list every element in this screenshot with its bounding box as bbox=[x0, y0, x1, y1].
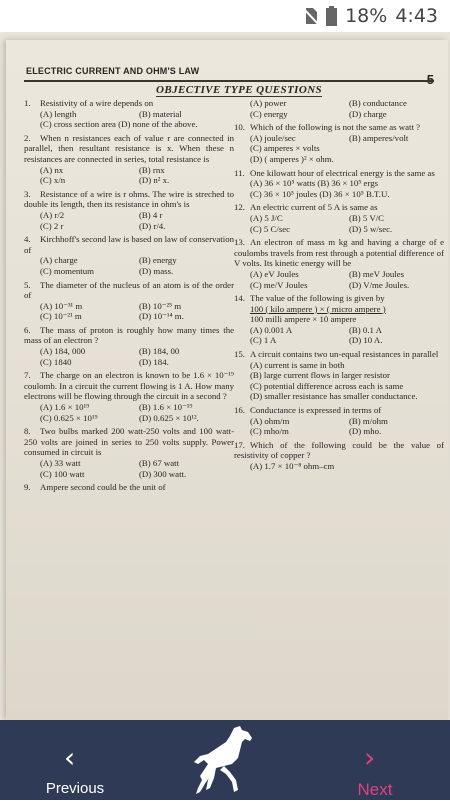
chapter-title: ELECTRIC CURRENT AND OHM'S LAW bbox=[26, 66, 200, 76]
question-text bbox=[234, 349, 444, 360]
answer-option: (D) V/me Joules. bbox=[349, 279, 410, 290]
question-text bbox=[234, 293, 444, 304]
question-number: 13. bbox=[234, 237, 245, 248]
option-row bbox=[234, 461, 444, 472]
answer-option: (A) length bbox=[40, 108, 77, 119]
question-number: 10. bbox=[234, 122, 245, 133]
question-body: A circuit contains two un-equal resistances in parallel bbox=[250, 349, 439, 360]
question-text bbox=[24, 325, 234, 346]
question bbox=[234, 293, 444, 346]
answer-option: (B) amperes/volt bbox=[349, 132, 409, 143]
answer-option: (C) cross section area (D) none of the above. bbox=[40, 119, 198, 130]
question-text bbox=[24, 234, 234, 255]
question bbox=[24, 426, 234, 479]
answer-option: (C) 1840 bbox=[40, 356, 72, 367]
status-bar bbox=[0, 0, 450, 32]
answer-option: (B) meV Joules bbox=[349, 268, 405, 279]
question-text bbox=[234, 440, 444, 461]
question-body: The diameter of the nucleus of an atom is of the order of bbox=[24, 279, 234, 301]
option-row bbox=[24, 469, 234, 480]
fraction-line: 100 milli ampere × 10 ampere bbox=[250, 314, 357, 325]
answer-option: (A) joule/sec bbox=[250, 132, 296, 143]
question bbox=[24, 133, 234, 186]
next-label: Next bbox=[357, 780, 393, 799]
answer-option: (A) charge bbox=[40, 255, 78, 266]
answer-option: (A) 5 J/C bbox=[250, 212, 283, 223]
question-body: Two bulbs marked 200 watt-250 volts and 100 watt-250 volts are joined in series to 250 volts supply. Power consumed in circuit is bbox=[24, 426, 234, 458]
right-column bbox=[234, 98, 444, 475]
option-row bbox=[234, 178, 444, 189]
answer-option: (A) r/2 bbox=[40, 209, 65, 220]
answer-option: (C) potential difference across each is same bbox=[250, 380, 404, 391]
question-text bbox=[234, 202, 444, 213]
answer-option: (C) me/V Joules bbox=[250, 279, 308, 290]
answer-option: (C) 100 watt bbox=[40, 468, 85, 479]
answer-option: (B) 184, 00 bbox=[139, 346, 180, 357]
answer-option: (D) 300 watt. bbox=[139, 468, 187, 479]
option-row bbox=[234, 381, 444, 392]
answer-option: (A) 1.7 × 10⁻⁸ ohm–cm bbox=[250, 461, 335, 471]
option-row bbox=[234, 416, 444, 427]
question-body: An electron of mass m kg and having a charge of e coulombs travels from rest through a potential difference of V volts. Its kinetic energy will be bbox=[234, 237, 444, 269]
question-body: One kilowatt hour of electrical energy is the same as bbox=[250, 167, 435, 178]
answer-option: (A) 33 watt bbox=[40, 458, 81, 468]
question bbox=[234, 440, 444, 472]
question-body: The value of the following is given by bbox=[250, 293, 385, 304]
option-row bbox=[24, 413, 234, 424]
option-row bbox=[234, 280, 444, 291]
answer-option: (D) 5 w/sec. bbox=[349, 223, 393, 234]
question bbox=[234, 98, 444, 119]
option-row bbox=[234, 325, 444, 336]
option-row bbox=[234, 269, 444, 280]
question bbox=[24, 189, 234, 231]
battery-level: 18% bbox=[345, 5, 388, 27]
option-row bbox=[234, 335, 444, 346]
answer-option: (B) 4 r bbox=[139, 209, 163, 220]
question-body: Resistivity of a wire depends on bbox=[40, 98, 154, 108]
answer-option: (D) n² x. bbox=[139, 175, 170, 186]
question-text bbox=[24, 370, 234, 402]
question-body: Resistance of a wire is r ohms. The wire is streched to double its length, then its resistance in ohm's is bbox=[24, 188, 234, 210]
option-row bbox=[24, 255, 234, 266]
answer-option: (B) large current flows in larger resistor bbox=[250, 370, 390, 381]
option-row bbox=[234, 426, 444, 437]
answer-option: (B) 5 V/C bbox=[349, 212, 385, 223]
answer-option: (D) 184. bbox=[139, 356, 169, 367]
option-row bbox=[24, 221, 234, 232]
option-row bbox=[24, 458, 234, 469]
answer-option: (B) 1.6 × 10⁻¹⁹ bbox=[139, 402, 193, 413]
question-number: 9. bbox=[24, 482, 31, 493]
option-row bbox=[234, 370, 444, 381]
option-row bbox=[234, 143, 444, 154]
question-text bbox=[24, 98, 234, 109]
scanned-page bbox=[6, 40, 448, 720]
answer-option: (C) 5 C/sec bbox=[250, 223, 291, 234]
question-number: 1. bbox=[24, 98, 31, 108]
answer-option: (B) conductance bbox=[349, 98, 407, 108]
answer-option: (B) material bbox=[139, 108, 182, 119]
next-button[interactable] bbox=[320, 740, 430, 800]
question-number: 4. bbox=[24, 234, 31, 245]
option-row bbox=[24, 346, 234, 357]
answer-option: (D) 10 A. bbox=[349, 335, 383, 346]
answer-option: (D) mass. bbox=[139, 265, 174, 276]
option-row bbox=[234, 189, 444, 200]
horse-logo-icon bbox=[190, 724, 260, 798]
answer-option: (C) x/n bbox=[40, 175, 66, 186]
option-row bbox=[234, 154, 444, 165]
left-column bbox=[24, 98, 234, 496]
question-number: 11. bbox=[234, 167, 245, 178]
question bbox=[24, 370, 234, 423]
answer-option: (B) 0.1 A bbox=[349, 324, 382, 335]
option-row bbox=[24, 119, 234, 130]
option-row bbox=[24, 175, 234, 186]
question-number: 16. bbox=[234, 405, 245, 416]
option-row bbox=[24, 165, 234, 176]
answer-option: (D) 0.625 × 10¹². bbox=[139, 412, 199, 423]
answer-option: (B) rnx bbox=[139, 164, 165, 175]
question-body: The charge on an electron is known to be 1.6 × 10⁻¹⁹ coulomb. In a circuit the current flowing is 1 A. How many electrons will be flowing through the circuit in a second ? bbox=[24, 370, 234, 402]
question bbox=[234, 349, 444, 402]
answer-option: (A) 10⁻³¹ m bbox=[40, 300, 83, 311]
chevron-right-icon: › bbox=[364, 741, 376, 774]
answer-option: (C) 2 r bbox=[40, 220, 64, 231]
fraction-line: 100 ( kilo ampere ) × ( micro ampere ) bbox=[250, 303, 386, 314]
answer-option: (A) eV Joules bbox=[250, 268, 299, 279]
question bbox=[234, 405, 444, 437]
question bbox=[234, 122, 444, 164]
answer-option: (D) 10⁻¹⁴ m. bbox=[139, 311, 184, 322]
answer-option: (C) mho/m bbox=[250, 426, 289, 437]
question-body: Kirchhoff's second law is based on law of conservation of bbox=[24, 234, 234, 255]
bottom-navigation-bar bbox=[0, 720, 450, 800]
question bbox=[24, 280, 234, 322]
question-number: 2. bbox=[24, 132, 31, 143]
question-text bbox=[24, 280, 234, 301]
option-row bbox=[24, 266, 234, 277]
answer-option: (C) 10⁻²¹ m bbox=[40, 311, 82, 322]
previous-label: Previous bbox=[45, 780, 105, 797]
question-text bbox=[24, 189, 234, 210]
answer-option: (D) r/4. bbox=[139, 220, 166, 231]
question-text bbox=[234, 122, 444, 133]
question bbox=[24, 234, 234, 276]
answer-option: (D) smaller resistance has smaller conductance. bbox=[250, 391, 418, 402]
answer-option: (D) charge bbox=[349, 108, 387, 119]
question-text bbox=[234, 237, 444, 269]
question-text bbox=[24, 426, 234, 458]
chevron-left-icon: ‹ bbox=[64, 741, 76, 774]
answer-option: (A) 0.001 A bbox=[250, 324, 293, 335]
answer-option: (C) 0.625 × 10¹⁹ bbox=[40, 412, 98, 423]
question-number: 17. bbox=[234, 439, 245, 450]
answer-option: (A) power bbox=[250, 98, 287, 108]
answer-option: (D) ( amperes )² × ohm. bbox=[250, 153, 334, 164]
question-number: 6. bbox=[24, 324, 31, 335]
answer-option: (B) energy bbox=[139, 255, 177, 266]
answer-option: (A) ohm/m bbox=[250, 415, 290, 426]
option-row bbox=[24, 109, 234, 120]
header-rule bbox=[24, 80, 434, 82]
answer-option: (A) 184, 000 bbox=[40, 346, 86, 357]
question bbox=[24, 482, 234, 493]
option-row bbox=[234, 360, 444, 371]
answer-option: (A) 1.6 × 10¹⁹ bbox=[40, 402, 90, 413]
answer-option: (D) mho. bbox=[349, 426, 382, 437]
answer-option: (C) 1 A bbox=[250, 335, 277, 346]
option-row bbox=[234, 109, 444, 120]
question-text bbox=[234, 405, 444, 416]
question bbox=[234, 168, 444, 200]
question bbox=[24, 98, 234, 130]
question-body: Which of the following could be the value of resistivity of copper ? bbox=[234, 439, 444, 461]
question-number: 15. bbox=[234, 349, 245, 360]
question bbox=[234, 237, 444, 290]
previous-button[interactable] bbox=[20, 740, 130, 800]
question-number: 8. bbox=[24, 426, 31, 437]
no-sim-icon bbox=[304, 7, 318, 25]
answer-option: (C) 36 × 10⁵ joules (D) 36 × 10⁵ B.T.U. bbox=[250, 188, 390, 199]
option-row bbox=[24, 301, 234, 312]
option-row bbox=[234, 98, 444, 109]
option-row bbox=[234, 224, 444, 235]
question-number: 7. bbox=[24, 370, 31, 381]
answer-option: (B) 10⁻²⁵ m bbox=[139, 300, 182, 311]
answer-option: (A) 36 × 10⁵ watts (B) 36 × 10⁵ ergs bbox=[250, 178, 379, 189]
answer-option: (B) m/ohm bbox=[349, 415, 388, 426]
answer-option: (C) amperes × volts bbox=[250, 143, 320, 154]
question-number: 5. bbox=[24, 279, 31, 290]
answer-option: (C) energy bbox=[250, 108, 288, 119]
question-body: Which of the following is not the same as watt ? bbox=[250, 122, 421, 133]
question-number: 12. bbox=[234, 202, 245, 213]
option-row bbox=[234, 133, 444, 144]
question-number: 3. bbox=[24, 188, 31, 199]
option-row bbox=[24, 402, 234, 413]
section-heading: OBJECTIVE TYPE QUESTIONS bbox=[156, 84, 323, 96]
answer-option: (A) nx bbox=[40, 164, 64, 175]
question-text bbox=[24, 133, 234, 165]
question bbox=[234, 202, 444, 234]
option-row bbox=[24, 357, 234, 368]
option-row bbox=[24, 210, 234, 221]
question-body: An electric current of 5 A is same as bbox=[250, 202, 378, 213]
question-text bbox=[24, 482, 234, 493]
option-row bbox=[234, 391, 444, 402]
question-body: When n resistances each of value r are connected in parallel, then resultant resistance is x. When these n resistances are connected in series, total resistance is bbox=[24, 132, 234, 164]
option-row bbox=[24, 311, 234, 322]
question-body: Ampere second could be the unit of bbox=[40, 482, 166, 493]
question-number: 14. bbox=[234, 293, 245, 304]
answer-option: (C) momentum bbox=[40, 265, 94, 276]
option-row bbox=[234, 213, 444, 224]
document-viewer[interactable] bbox=[0, 32, 450, 720]
question-body: The mass of proton is roughly how many times the mass of an electron ? bbox=[24, 324, 234, 346]
question-body: Conductance is expressed in terms of bbox=[250, 405, 382, 416]
question bbox=[24, 325, 234, 367]
answer-option: (B) 67 watt bbox=[139, 458, 180, 468]
clock: 4:43 bbox=[395, 5, 438, 27]
answer-option: (A) current is same in both bbox=[250, 359, 345, 370]
battery-icon bbox=[326, 6, 337, 26]
question-text bbox=[234, 168, 444, 179]
